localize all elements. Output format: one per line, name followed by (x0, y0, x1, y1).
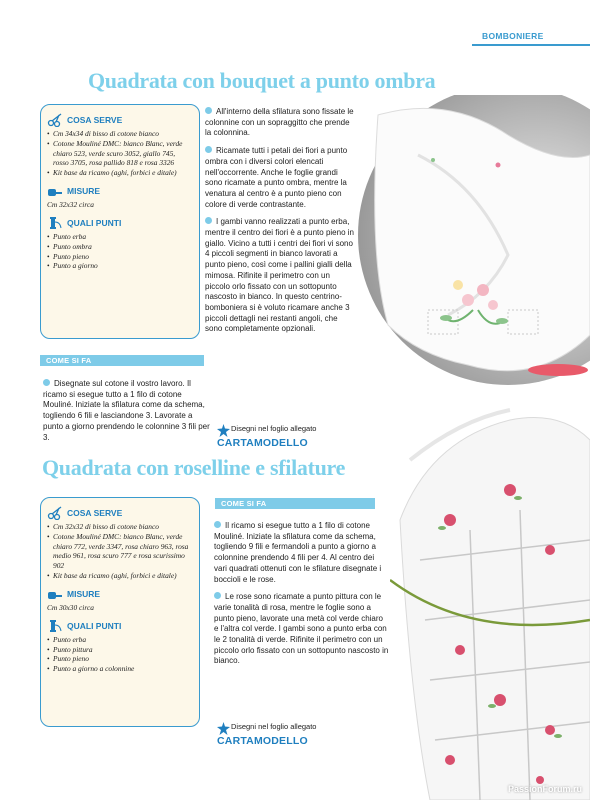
quali-punti-label: QUALI PUNTI (67, 217, 122, 228)
pattern-star-icon (217, 424, 230, 437)
bullet-dot-icon (205, 107, 212, 114)
header-rule (472, 44, 590, 46)
list-item: • Punto ombra (47, 242, 191, 252)
quali-punti-label: QUALI PUNTI (67, 620, 122, 631)
tape-measure-icon (47, 184, 63, 198)
tape-measure-icon (47, 587, 63, 601)
list-item: • Punto erba (47, 635, 191, 645)
list-item: • Cm 34x34 di bisso di cotone bianco (47, 129, 191, 139)
list-item: • Punto pittura (47, 645, 191, 655)
misure-value: Cm 32x32 circa (47, 199, 94, 209)
list-item: • Punto erba (47, 232, 191, 242)
list-item: • Punto a giorno a colonnine (47, 664, 191, 674)
instructions-text: Disegnate sul cotone il vostro lavoro. Il ricamo si esegue tutto a 1 filo di cotone Mouliné. Iniziate la sfilatura come da schema, togliendo 6 fili e lasciandone 3. Lavorate a punto a giorno prendendo le colonnine 3 fili per 3. (43, 379, 210, 442)
paragraph: I gambi vanno realizzati a punto erba, mentre il centro dei fiori è a punto pieno in giallo. Vicino a tutti i centri dei fiori vi sono 4 piccoli segmenti in bianco lavorati a punto pieno, così come i pallini gialli della mimosa. Rifinite il perimetro con un piccolo orlo fissato con un sottopunto nascosto in bianco. In questo centrino-bomboniera si è voluto ricamare anche 3 piccoli dettagli nei restanti angoli, che sono completamente opzionali. (205, 217, 354, 334)
cartamodello-big: CARTAMODELLO (217, 735, 308, 747)
quali-punti-heading (47, 619, 191, 633)
article2-materials-box (40, 497, 200, 727)
bullet-dot-icon (43, 379, 50, 386)
list-item: • Cm 32x32 di bisso di cotone bianco (47, 522, 191, 532)
bullet-dot-icon (214, 592, 221, 599)
list-item: • Kit base da ricamo (aghi, forbici e ditale) (47, 571, 191, 581)
cosa-serve-label: COSA SERVE (67, 508, 123, 518)
quali-punti-heading (47, 216, 191, 230)
cartamodello-big: CARTAMODELLO (217, 437, 308, 449)
materials-list (47, 522, 191, 581)
stitches-list (47, 635, 191, 674)
cosa-serve-heading (47, 506, 191, 520)
list-item: • Punto pieno (47, 654, 191, 664)
scissors-icon (47, 506, 63, 520)
paragraph: Le rose sono ricamate a punto pittura con le varie tonalità di rosa, mentre le foglie sono a punto pieno, lavorate una metà col verde chiaro e l'altra col verde. I gambi sono a punto erba con le 2 tonalità di verde. Rifinite il perimetro con un piccolo orlo fissato con un sottopunto nascosto in bianco. (214, 592, 389, 666)
watermark: PassionForum.ru (507, 784, 582, 794)
cartamodello-small: Disegni nel foglio allegato (231, 424, 317, 433)
list-item: • Cotone Mouliné DMC: bianco Blanc, verde chiaro 523, verde scuro 3052, giallo 745, rosso 3705, rosa pallido 818 e rosa 3326 (47, 139, 191, 168)
cosa-serve-heading (47, 113, 191, 127)
paragraph: Ricamate tutti i petali dei fiori a punto ombra con i diversi colori elencati nell'occorrente. Anche le foglie grandi sono ricamate a punto ombra, mentre la venatura al centro è a punto pieno con colore di verde contrastante. (205, 146, 348, 209)
article1-materials-box (40, 104, 200, 339)
materials-list (47, 129, 191, 178)
cartamodello-note (217, 722, 316, 749)
cartamodello-note (217, 424, 316, 451)
bullet-dot-icon (205, 217, 212, 224)
scissors-icon (47, 113, 63, 127)
pattern-star-icon (217, 722, 230, 735)
paragraph: All'interno della sfilatura sono fissate le colonnine con un sopraggitto che prende la colonnina. (205, 107, 354, 138)
misure-value: Cm 30x30 circa (47, 602, 94, 612)
list-item: • Punto pieno (47, 252, 191, 262)
stitches-list (47, 232, 191, 271)
roses-handkerchief-photo (390, 400, 590, 800)
bullet-dot-icon (205, 146, 212, 153)
thread-spool-icon (47, 216, 63, 230)
bullet-dot-icon (214, 521, 221, 528)
come-si-fa-banner: COME SI FA (215, 498, 375, 509)
misure-label: MISURE (67, 185, 101, 196)
paragraph: Il ricamo si esegue tutto a 1 filo di cotone Mouliné. Iniziate la sfilatura come da schema, togliendo 9 fili e fermandoli a punto a giorno a colonnine prendendo 4 fili per 4. Al centro dei vari quadrati ottenuti con le sfilature disegnate i boccioli e le rose. (214, 521, 382, 584)
article2-column (214, 521, 389, 674)
section-label: BOMBONIERE (482, 31, 544, 41)
article2-title: Quadrata con roselline e sfilature (42, 455, 346, 480)
article1-instructions (43, 379, 211, 450)
thread-spool-icon (47, 619, 63, 633)
list-item: • Kit base da ricamo (aghi, forbici e ditale) (47, 168, 191, 178)
misure-heading (47, 184, 191, 198)
misure-heading (47, 587, 191, 601)
bouquet-handkerchief-photo (358, 95, 590, 385)
list-item: • Cotone Mouliné DMC: bianco Blanc, verde chiaro 772, verde 3347, rosa chiaro 963, rosa medio 961, rosa scuro 777 e rosa scurissimo 902 (47, 532, 191, 571)
come-si-fa-banner: COME SI FA (40, 355, 204, 366)
misure-label: MISURE (67, 588, 101, 599)
cartamodello-small: Disegni nel foglio allegato (231, 722, 317, 731)
article1-column (205, 107, 355, 342)
article1-title: Quadrata con bouquet a punto ombra (88, 68, 436, 93)
list-item: • Punto a giorno (47, 261, 191, 271)
cosa-serve-label: COSA SERVE (67, 115, 123, 125)
